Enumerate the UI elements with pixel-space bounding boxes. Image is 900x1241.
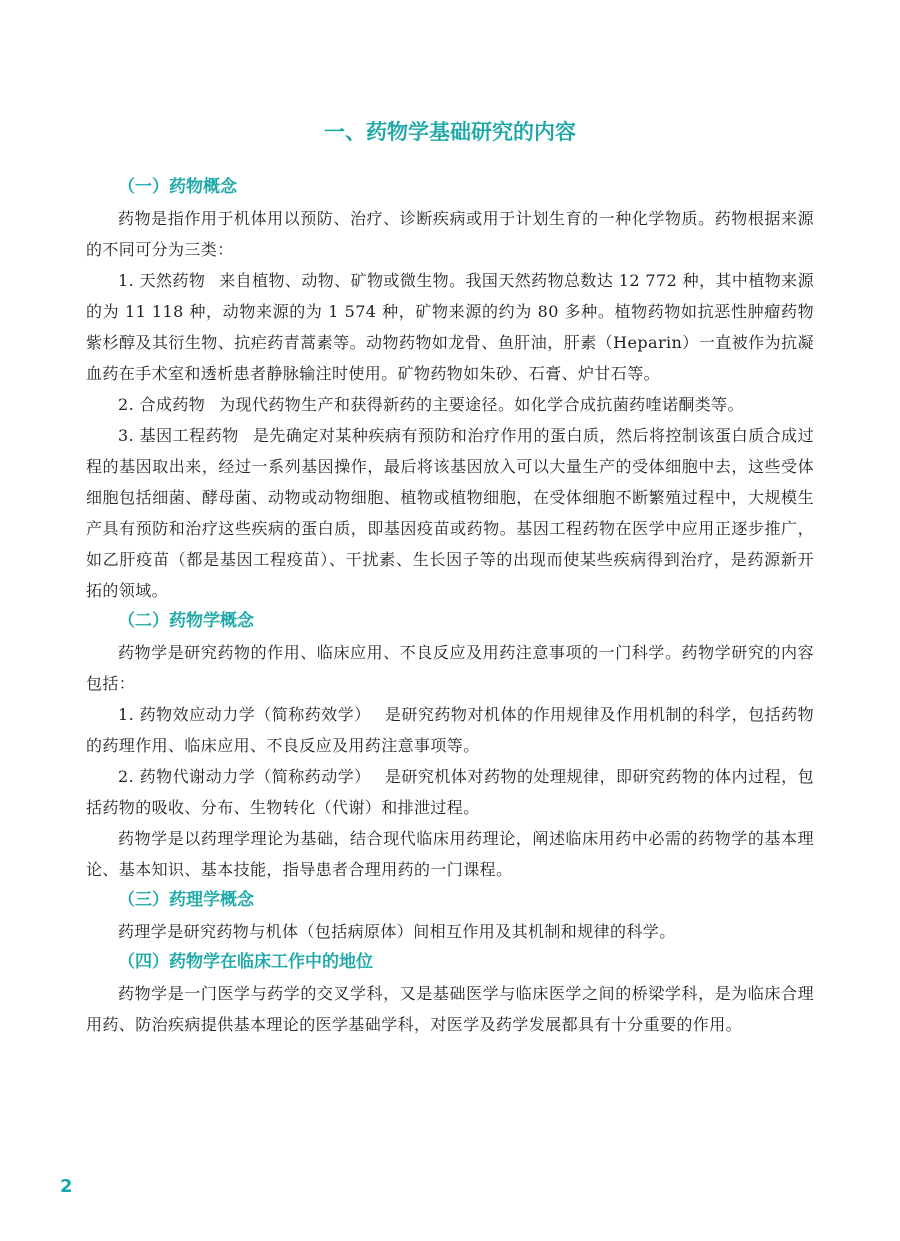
list-item	[86, 761, 814, 823]
list-item	[86, 420, 814, 606]
item-text: 是研究机体对药物的处理规律，即研究药物的体内过程，包括药物的吸收、分布、生物转化（代谢）和排泄过程。	[86, 767, 814, 817]
section-heading-pharmacy-concept: （二）药物学概念	[118, 611, 254, 631]
section-heading-clinical-role: （四）药物学在临床工作中的地位	[118, 952, 373, 972]
page-title: 一、药物学基础研究的内容	[324, 120, 576, 144]
list-item	[86, 265, 814, 389]
section-heading-drug-concept: （一）药物概念	[118, 177, 237, 197]
item-term: 1. 药物效应动力学（简称药效学）	[118, 705, 371, 724]
item-term: 2. 合成药物	[118, 395, 206, 414]
list-item	[86, 389, 814, 420]
page-number: 2	[60, 1176, 73, 1197]
paragraph: 药物学是一门医学与药学的交叉学科，又是基础医学与临床医学之间的桥梁学科，是为临床合理用药、防治疾病提供基本理论的医学基础学科，对医学及药学发展都具有十分重要的作用。	[86, 984, 814, 1034]
item-text: 来自植物、动物、矿物或微生物。我国天然药物总数达 12 772 种，其中植物来源的为 11 118 种，动物来源的为 1 574 种，矿物来源的约为 80 多种。植物药物如抗恶性肿瘤药物紫杉醇及其衍生物、抗疟药青蒿素等。动物药物如龙骨、鱼肝油，肝素（Heparin）一直被作为抗凝血药在手术室和透析患者静脉输注时使用。矿物药物如朱砂、石膏、炉甘石等。	[86, 271, 814, 383]
item-text: 是先确定对某种疾病有预防和治疗作用的蛋白质，然后将控制该蛋白质合成过程的基因取出来，经过一系列基因操作，最后将该基因放入可以大量生产的受体细胞中去，这些受体细胞包括细菌、酵母菌、动物或动物细胞、植物或植物细胞，在受体细胞不断繁殖过程中，大规模生产具有预防和治疗这些疾病的蛋白质，即基因疫苗或药物。基因工程药物在医学中应用正逐步推广，如乙肝疫苗（都是基因工程疫苗）、干扰素、生长因子等的出现而使某些疾病得到治疗，是药源新开拓的领域。	[86, 426, 814, 600]
paragraph: 药理学是研究药物与机体（包括病原体）间相互作用及其机制和规律的科学。	[118, 922, 676, 941]
section-heading-pharmacology-concept: （三）药理学概念	[118, 890, 254, 910]
paragraph: 药物学是以药理学理论为基础，结合现代临床用药理论，阐述临床用药中必需的药物学的基本理论、基本知识、基本技能，指导患者合理用药的一门课程。	[86, 829, 814, 879]
paragraph: 药物学是研究药物的作用、临床应用、不良反应及用药注意事项的一门科学。药物学研究的内容包括：	[86, 643, 814, 693]
page-content	[86, 172, 814, 1040]
item-text: 是研究药物对机体的作用规律及作用机制的科学，包括药物的药理作用、临床应用、不良反应及用药注意事项等。	[86, 705, 814, 755]
item-text: 为现代药物生产和获得新药的主要途径。如化学合成抗菌药喹诺酮类等。	[219, 395, 744, 414]
item-term: 2. 药物代谢动力学（简称药动学）	[118, 767, 371, 786]
list-item	[86, 699, 814, 761]
item-term: 3. 基因工程药物	[118, 426, 239, 445]
item-term: 1. 天然药物	[118, 271, 206, 290]
paragraph: 药物是指作用于机体用以预防、治疗、诊断疾病或用于计划生育的一种化学物质。药物根据来源的不同可分为三类：	[86, 209, 814, 259]
